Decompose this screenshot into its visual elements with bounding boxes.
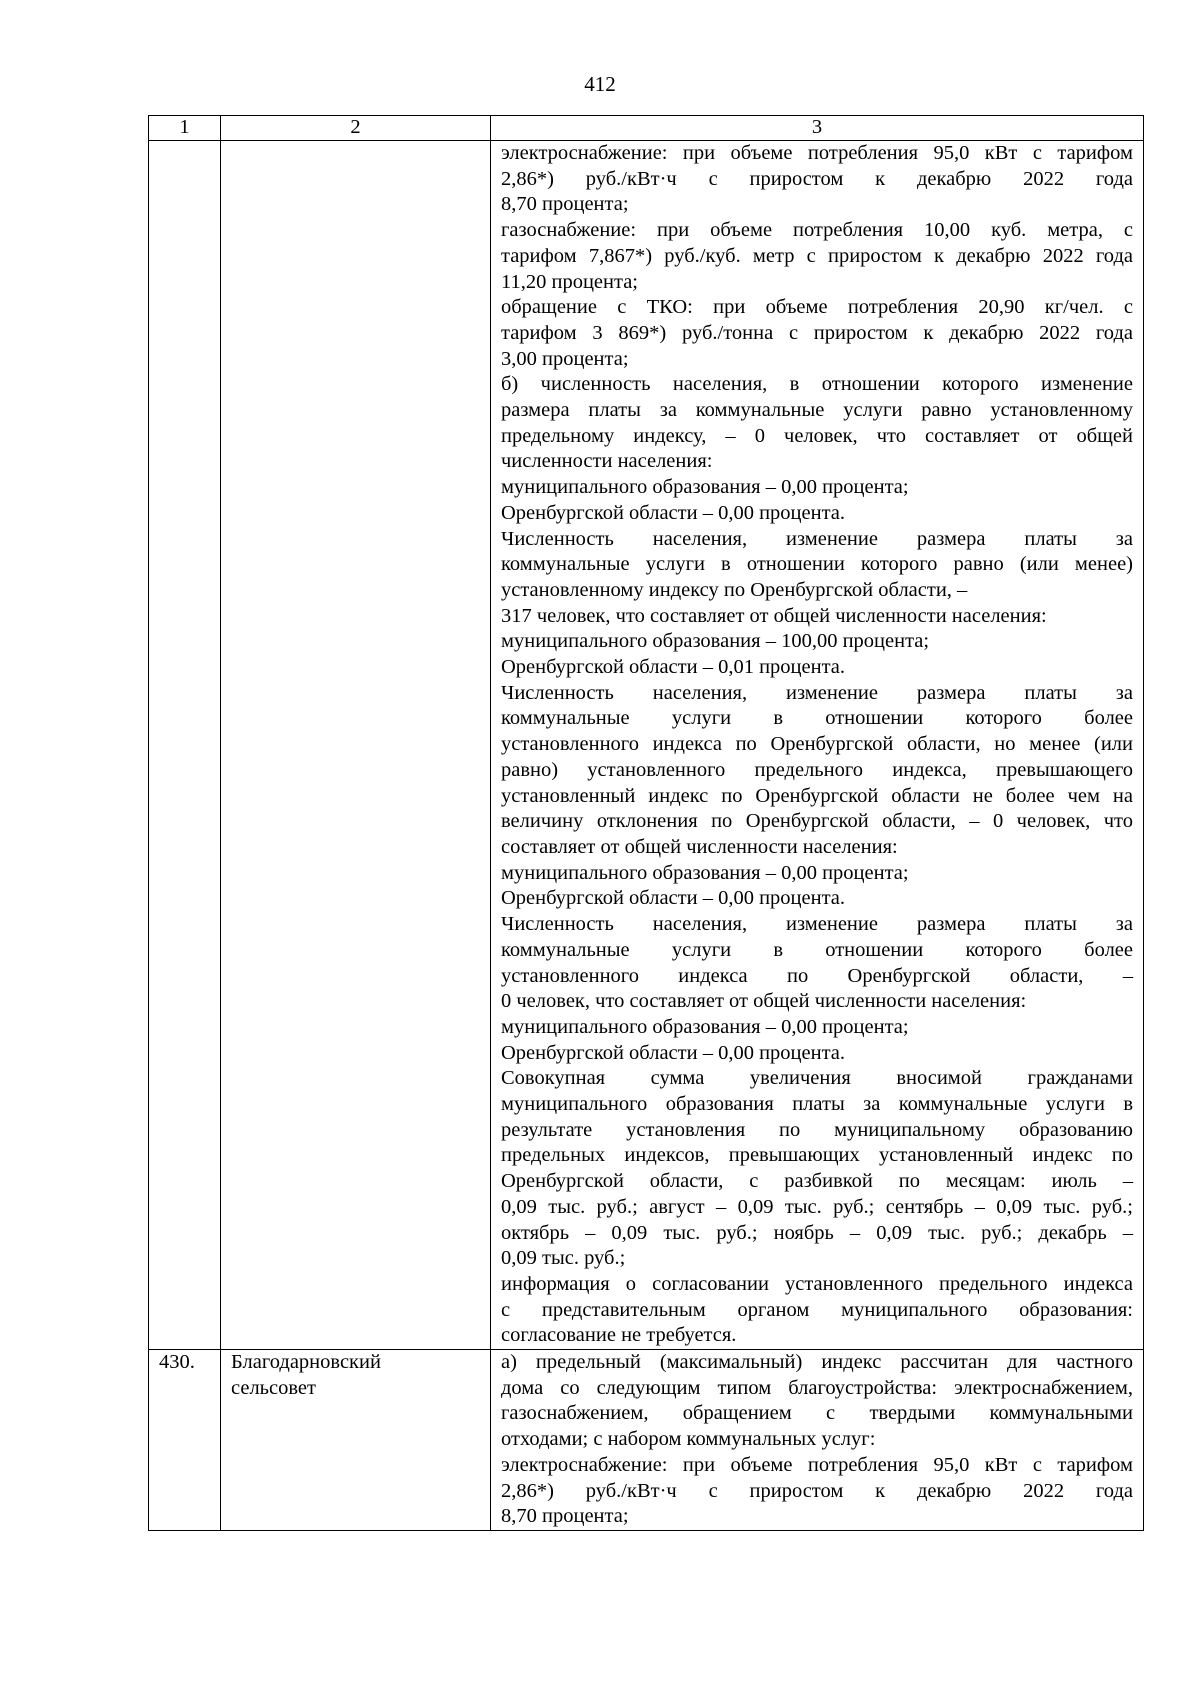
- description-line: 2,86*) руб./кВт·ч с приростом к декабрю 2022 года: [501, 167, 1133, 190]
- description-line: информация о согласовании установленного предельного индекса: [501, 1272, 1133, 1295]
- description-line: газоснабжением, обращением с твердыми коммунальными: [501, 1402, 1133, 1425]
- description-line: б) численность населения, в отношении которого изменение: [501, 373, 1133, 396]
- description-line: муниципального образования – 0,00 процента;: [501, 1015, 909, 1038]
- description-line: величину отклонения по Оренбургской области, – 0 человек, что: [501, 810, 1133, 833]
- municipality-name-cell: [221, 141, 491, 1350]
- description-line: Численность населения, изменение размера платы за: [501, 527, 1133, 550]
- description-line: Оренбургской области – 0,00 процента.: [501, 1041, 846, 1064]
- description-line: Оренбургской области, с разбивкой по месяцам: июль –: [501, 1170, 1133, 1193]
- document-table: [148, 115, 1144, 1531]
- description-line: коммунальные услуги в отношении которого более: [501, 938, 1133, 961]
- description-line: отходами; с набором коммунальных услуг:: [501, 1428, 876, 1451]
- municipality-name-line: сельсовет: [231, 1376, 316, 1399]
- description-line: коммунальные услуги в отношении которого более: [501, 707, 1133, 730]
- municipality-name-line: Благодарновский: [231, 1351, 381, 1374]
- table-header-row: [149, 116, 1144, 141]
- header-col-2: 2: [221, 116, 491, 141]
- description-line: 0 человек, что составляет от общей численности населения:: [501, 990, 1027, 1013]
- description-line: Оренбургской области – 0,01 процента.: [501, 656, 846, 679]
- description-line: а) предельный (максимальный) индекс рассчитан для частного: [501, 1351, 1133, 1374]
- description-line: 0,09 тыс. руб.; август – 0,09 тыс. руб.; сентябрь – 0,09 тыс. руб.;: [501, 1195, 1133, 1218]
- description-line: установленного индекса по Оренбургской области, –: [501, 964, 1133, 987]
- description-line: 317 человек, что составляет от общей численности населения:: [501, 604, 1047, 627]
- description-line: электроснабжение: при объеме потребления 95,0 кВт с тарифом: [501, 1453, 1133, 1476]
- description-line: Оренбургской области – 0,00 процента.: [501, 501, 846, 524]
- description-line: с представительным органом муниципального образования:: [501, 1298, 1133, 1321]
- description-line: дома со следующим типом благоустройства: электроснабжением,: [501, 1376, 1133, 1399]
- description-line: 8,70 процента;: [501, 1505, 629, 1528]
- description-line: Численность населения, изменение размера платы за: [501, 913, 1133, 936]
- municipality-name-cell: [221, 1350, 491, 1531]
- page-number: 412: [584, 72, 616, 96]
- description-cell: [491, 1350, 1144, 1531]
- header-col-1: 1: [149, 116, 221, 141]
- description-line: предельных индексов, превышающих установленный индекс по: [501, 1144, 1133, 1167]
- row-number-cell: [149, 141, 221, 1350]
- description-line: установленный индекс по Оренбургской области не более чем на: [501, 784, 1133, 807]
- row-number-cell: 430.: [149, 1350, 221, 1531]
- description-line: установленному индексу по Оренбургской области, –: [501, 578, 968, 601]
- table-row: [149, 1350, 1144, 1531]
- table-row: [149, 141, 1144, 1350]
- description-line: равно) установленного предельного индекса, превышающего: [501, 758, 1133, 781]
- description-line: 0,09 тыс. руб.;: [501, 1247, 626, 1270]
- description-line: обращение с ТКО: при объеме потребления 20,90 кг/чел. с: [501, 296, 1133, 319]
- description-line: коммунальные услуги в отношении которого равно (или менее): [501, 553, 1133, 576]
- description-cell: [491, 141, 1144, 1350]
- description-line: тарифом 7,867*) руб./куб. метр с приростом к декабрю 2022 года: [501, 244, 1133, 267]
- description-line: результате установления по муниципальному образованию: [501, 1118, 1133, 1141]
- description-line: численности населения:: [501, 450, 713, 473]
- description-line: муниципального образования – 0,00 процента;: [501, 861, 909, 884]
- header-col-3: 3: [491, 116, 1144, 141]
- description-line: тарифом 3 869*) руб./тонна с приростом к декабрю 2022 года: [501, 321, 1133, 344]
- description-line: муниципального образования платы за коммунальные услуги в: [501, 1093, 1133, 1116]
- description-line: 8,70 процента;: [501, 193, 629, 216]
- description-line: Оренбургской области – 0,00 процента.: [501, 887, 846, 910]
- description-line: муниципального образования – 0,00 процента;: [501, 476, 909, 499]
- description-line: составляет от общей численности населения:: [501, 835, 898, 858]
- description-line: муниципального образования – 100,00 процента;: [501, 630, 930, 653]
- description-line: Совокупная сумма увеличения вносимой гражданами: [501, 1067, 1133, 1090]
- description-line: газоснабжение: при объеме потребления 10,00 куб. метра, с: [501, 219, 1133, 242]
- description-line: 2,86*) руб./кВт·ч с приростом к декабрю 2022 года: [501, 1479, 1133, 1502]
- description-line: согласование не требуется.: [501, 1324, 737, 1347]
- description-line: электроснабжение: при объеме потребления 95,0 кВт с тарифом: [501, 142, 1133, 164]
- description-line: предельному индексу, – 0 человек, что составляет от общей: [501, 424, 1133, 447]
- description-line: 3,00 процента;: [501, 347, 629, 370]
- description-line: 11,20 процента;: [501, 270, 639, 293]
- description-line: октябрь – 0,09 тыс. руб.; ноябрь – 0,09 тыс. руб.; декабрь –: [501, 1221, 1133, 1244]
- description-line: размера платы за коммунальные услуги равно установленному: [501, 399, 1133, 422]
- description-line: установленного индекса по Оренбургской области, но менее (или: [501, 733, 1133, 756]
- description-line: Численность населения, изменение размера платы за: [501, 681, 1133, 704]
